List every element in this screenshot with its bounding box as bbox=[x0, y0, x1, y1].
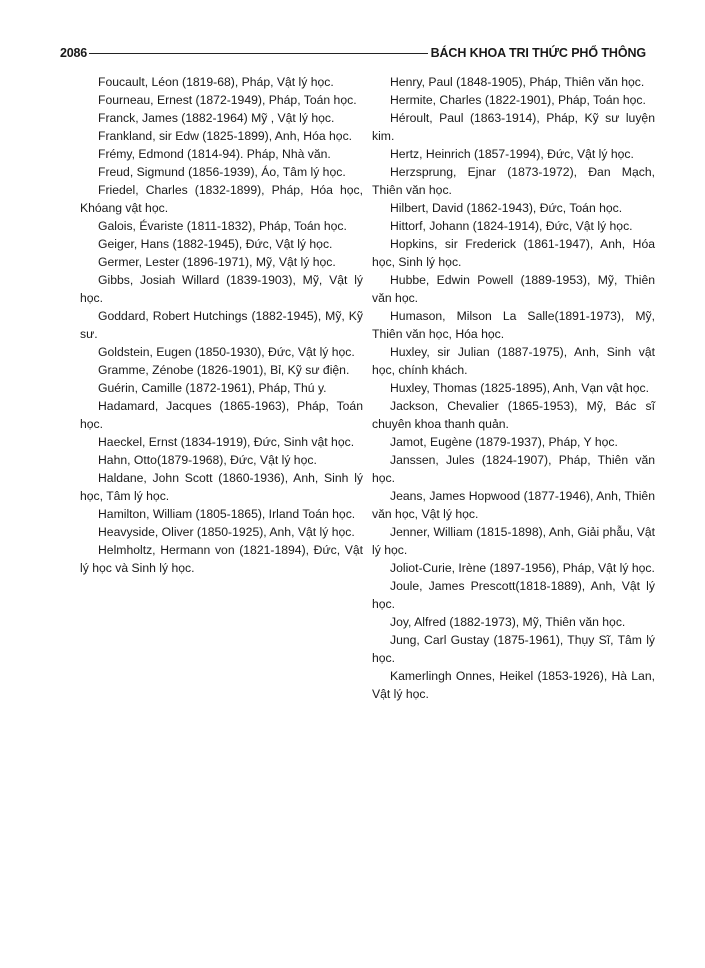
entry: Hamilton, William (1805-1865), Irland Toán học. bbox=[98, 507, 356, 521]
entry: Guérin, Camille (1872-1961), Pháp, Thú y. bbox=[98, 381, 327, 395]
entry: Hopkins, sir Frederick (1861-1947), Anh, Hóa học, Sinh lý học. bbox=[372, 237, 655, 269]
entry: Geiger, Hans (1882-1945), Đức, Vật lý học. bbox=[98, 237, 333, 251]
entry: Haldane, John Scott (1860-1936), Anh, Sinh lý học, Tâm lý học. bbox=[80, 471, 363, 503]
entry: Goldstein, Eugen (1850-1930), Đức, Vật lý học. bbox=[98, 345, 355, 359]
entry: Hertz, Heinrich (1857-1994), Đức, Vật lý học. bbox=[390, 147, 634, 161]
entry: Joliot-Curie, Irène (1897-1956), Pháp, Vật lý học. bbox=[390, 561, 655, 575]
entry: Hahn, Otto(1879-1968), Đức, Vật lý học. bbox=[98, 453, 317, 467]
left-column bbox=[80, 73, 363, 577]
entry: Joule, James Prescott(1818-1889), Anh, Vật lý học. bbox=[372, 579, 655, 611]
running-title: BÁCH KHOA TRI THỨC PHỔ THÔNG bbox=[430, 46, 646, 60]
right-column bbox=[372, 73, 655, 703]
entry: Germer, Lester (1896-1971), Mỹ, Vật lý học. bbox=[98, 255, 336, 269]
entry: Frémy, Edmond (1814-94). Pháp, Nhà văn. bbox=[98, 147, 331, 161]
entry: Jackson, Chevalier (1865-1953), Mỹ, Bác sĩ chuyên khoa thanh quản. bbox=[372, 399, 655, 431]
entry: Hubbe, Edwin Powell (1889-1953), Mỹ, Thiên văn học. bbox=[372, 273, 655, 305]
entry: Jung, Carl Gustay (1875-1961), Thụy Sĩ, Tâm lý học. bbox=[372, 633, 655, 665]
entry: Hadamard, Jacques (1865-1963), Pháp, Toán học. bbox=[80, 399, 363, 431]
entry: Haeckel, Ernst (1834-1919), Đức, Sinh vật học. bbox=[98, 435, 355, 449]
entry: Helmholtz, Hermann von (1821-1894), Đức, Vật lý học và Sinh lý học. bbox=[80, 543, 363, 575]
page-header bbox=[60, 44, 646, 62]
entry: Joy, Alfred (1882-1973), Mỹ, Thiên văn học. bbox=[390, 615, 626, 629]
entry: Humason, Milson La Salle(1891-1973), Mỹ, Thiên văn học, Hóa học. bbox=[372, 309, 655, 341]
entry: Hilbert, David (1862-1943), Đức, Toán học. bbox=[390, 201, 623, 215]
entry: Huxley, sir Julian (1887-1975), Anh, Sinh vật học, chính khách. bbox=[372, 345, 655, 377]
entry: Jamot, Eugène (1879-1937), Pháp, Y học. bbox=[390, 435, 618, 449]
entry: Goddard, Robert Hutchings (1882-1945), Mỹ, Kỹ sư. bbox=[80, 309, 363, 341]
entry: Huxley, Thomas (1825-1895), Anh, Vạn vật học. bbox=[390, 381, 650, 395]
entry: Heavyside, Oliver (1850-1925), Anh, Vật lý học. bbox=[98, 525, 355, 539]
entry: Henry, Paul (1848-1905), Pháp, Thiên văn học. bbox=[390, 75, 645, 89]
entry: Herzsprung, Ejnar (1873-1972), Đan Mạch, Thiên văn học. bbox=[372, 165, 655, 197]
entry: Gramme, Zénobe (1826-1901), Bỉ, Kỹ sư điện. bbox=[98, 363, 350, 377]
entry: Jenner, William (1815-1898), Anh, Giải phẫu, Vật lý học. bbox=[372, 525, 655, 557]
entry: Friedel, Charles (1832-1899), Pháp, Hóa học, Khóang vật học. bbox=[80, 183, 363, 215]
entry: Janssen, Jules (1824-1907), Pháp, Thiên văn học. bbox=[372, 453, 655, 485]
entry: Foucault, Léon (1819-68), Pháp, Vật lý học. bbox=[98, 75, 334, 89]
page-number: 2086 bbox=[60, 46, 88, 60]
entry: Gibbs, Josiah Willard (1839-1903), Mỹ, Vật lý học. bbox=[80, 273, 363, 305]
entry: Hermite, Charles (1822-1901), Pháp, Toán học. bbox=[390, 93, 646, 107]
entry: Hittorf, Johann (1824-1914), Đức, Vật lý học. bbox=[390, 219, 633, 233]
entry: Galois, Évariste (1811-1832), Pháp, Toán học. bbox=[98, 219, 347, 233]
entry: Franck, James (1882-1964) Mỹ , Vật lý học. bbox=[98, 111, 335, 125]
header-rule bbox=[89, 53, 428, 54]
entry: Héroult, Paul (1863-1914), Pháp, Kỹ sư luyện kim. bbox=[372, 111, 655, 143]
entry: Freud, Sigmund (1856-1939), Áo, Tâm lý học. bbox=[98, 165, 346, 179]
entry: Frankland, sir Edw (1825-1899), Anh, Hóa học. bbox=[98, 129, 353, 143]
entry: Jeans, James Hopwood (1877-1946), Anh, Thiên văn học, Vật lý học. bbox=[372, 489, 655, 521]
entry: Fourneau, Ernest (1872-1949), Pháp, Toán học. bbox=[98, 93, 357, 107]
entry: Kamerlingh Onnes, Heikel (1853-1926), Hà Lan, Vật lý học. bbox=[372, 669, 655, 701]
